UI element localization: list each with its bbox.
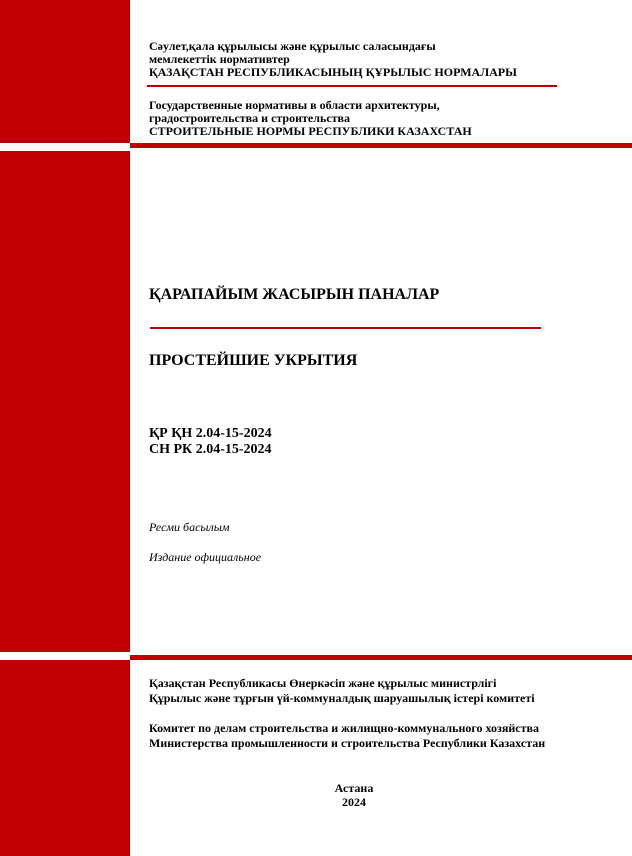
code-kz: ҚР ҚН 2.04-15-2024 [149,426,272,441]
header-ru-line2: градостроительства и строительства [149,111,351,125]
publisher-kz [149,676,535,706]
edition-kz: Ресми басылым [149,520,230,534]
left-red-band-top [0,0,130,143]
document-codes [149,426,272,458]
bottom-red-stripe [130,655,632,660]
top-red-stripe [130,143,632,148]
header-ru-line1: Государственные нормативы в области архитектуры, [149,98,440,112]
imprint [0,781,632,809]
title-kz: ҚАРАПАЙЫМ ЖАСЫРЫН ПАНАЛАР [149,286,440,303]
header-ru [149,99,472,138]
left-red-band-bottom [0,660,130,856]
code-ru: СН РК 2.04-15-2024 [149,442,272,457]
header-kz [149,40,517,79]
publisher-ru-line2: Министерства промышленности и строительства Республики Казахстан [149,736,546,750]
title-ru: ПРОСТЕЙШИЕ УКРЫТИЯ [149,352,358,369]
year: 2024 [342,795,366,809]
publisher-kz-line2: Құрылыс және тұрғын үй-коммуналдық шаруашылық істері комитеті [149,691,535,705]
left-red-band-middle [0,151,130,652]
header-kz-rule [147,85,557,87]
city: Астана [334,781,374,795]
publisher-ru-line1: Комитет по делам строительства и жилищно-коммунального хозяйства [149,721,539,735]
edition-ru: Издание официальное [149,550,262,564]
title-rule [150,327,541,329]
publisher-kz-line1: Қазақстан Республикасы Өнеркәсіп және құрылыс министрлігі [149,676,497,690]
header-kz-line1: Сәулет,қала құрылысы және құрылыс саласындағы [149,39,436,53]
header-kz-line3: ҚАЗАҚСТАН РЕСПУБЛИКАСЫНЫҢ ҚҰРЫЛЫС НОРМАЛАРЫ [149,65,517,79]
publisher-ru [149,721,545,751]
header-ru-line3: СТРОИТЕЛЬНЫЕ НОРМЫ РЕСПУБЛИКИ КАЗАХСТАН [149,124,472,138]
header-kz-line2: мемлекеттік нормативтер [149,52,290,66]
